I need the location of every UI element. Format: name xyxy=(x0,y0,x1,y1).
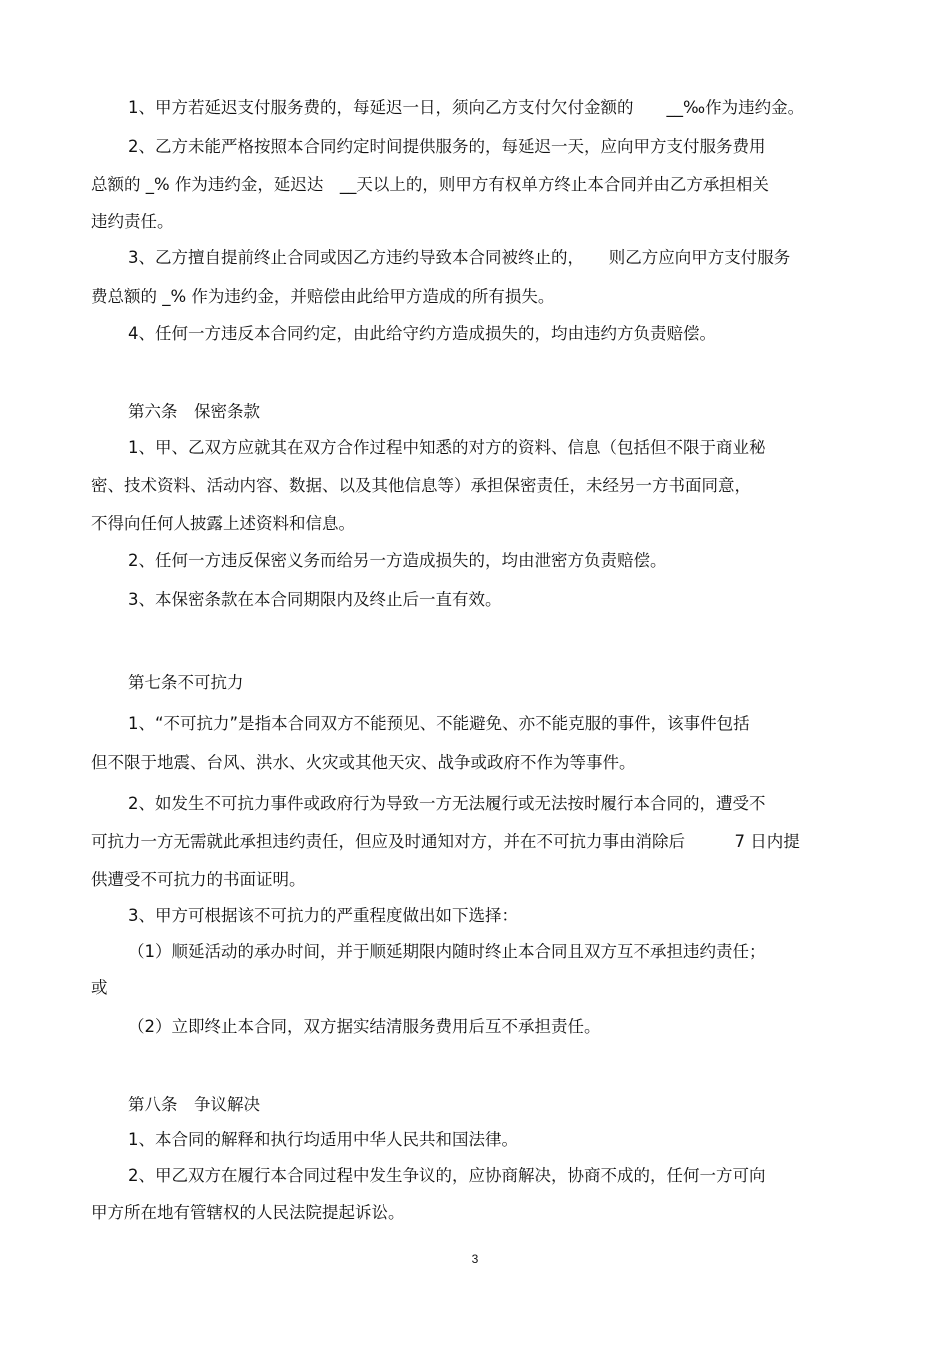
s6-clause-2: 2、任何一方违反保密义务而给另一方造成损失的，均由泄密方负责赔偿。 xyxy=(128,551,667,570)
s5-clause-3-line-2: 费总额的 _% 作为违约金，并赔偿由此给甲方造成的所有损失。 xyxy=(91,287,555,306)
s8-clause-2-line-1: 2、甲乙双方在履行本合同过程中发生争议的，应协商解决，协商不成的，任何一方可向 xyxy=(128,1166,766,1185)
s6-clause-3: 3、本保密条款在本合同期限内及终止后一直有效。 xyxy=(128,590,502,609)
s6-clause-1-line-2: 密、技术资料、活动内容、数据、以及其他信息等）承担保密责任，未经另一方书面同意， xyxy=(91,476,751,495)
s5-clause-1: 1、甲方若延迟支付服务费的，每延迟一日，须向乙方支付欠付金额的 __‰作为违约金。 xyxy=(128,98,805,117)
s7-clause-1-line-1: 1、“不可抗力”是指本合同双方不能预见、不能避免、亦不能克服的事件，该事件包括 xyxy=(128,714,750,733)
s7-heading: 第七条不可抗力 xyxy=(128,673,244,692)
s7-clause-2-line-2: 可抗力一方无需就此承担违约责任，但应及时通知对方，并在不可抗力事由消除后 7 日内提 xyxy=(91,832,800,851)
s5-clause-3-line-1: 3、乙方擅自提前终止合同或因乙方违约导致本合同被终止的， 则乙方应向甲方支付服务 xyxy=(128,248,791,267)
s7-option-2: （2）立即终止本合同，双方据实结清服务费用后互不承担责任。 xyxy=(128,1017,601,1036)
s5-clause-2-line-2: 总额的 _% 作为违约金，延迟达 __天以上的，则甲方有权单方终止本合同并由乙方承担相关 xyxy=(91,175,769,194)
s6-clause-1-line-3: 不得向任何人披露上述资料和信息。 xyxy=(91,514,355,533)
s8-clause-1: 1、本合同的解释和执行均适用中华人民共和国法律。 xyxy=(128,1130,518,1149)
s7-option-or: 或 xyxy=(91,978,108,997)
s7-option-1: （1）顺延活动的承办时间，并于顺延期限内随时终止本合同且双方互不承担违约责任； xyxy=(128,942,766,961)
page-number: 3 xyxy=(471,1252,479,1266)
s7-clause-2-line-3: 供遭受不可抗力的书面证明。 xyxy=(91,870,306,889)
s7-clause-3: 3、甲方可根据该不可抗力的严重程度做出如下选择： xyxy=(128,906,518,925)
s8-clause-2-line-2: 甲方所在地有管辖权的人民法院提起诉讼。 xyxy=(91,1203,405,1222)
s5-clause-2-line-3: 违约责任。 xyxy=(91,212,174,231)
s6-heading: 第六条 保密条款 xyxy=(128,402,260,421)
s7-clause-1-line-2: 但不限于地震、台风、洪水、火灾或其他天灾、战争或政府不作为等事件。 xyxy=(91,753,636,772)
s5-clause-4: 4、任何一方违反本合同约定，由此给守约方造成损失的，均由违约方负责赔偿。 xyxy=(128,324,716,343)
s7-clause-2-line-1: 2、如发生不可抗力事件或政府行为导致一方无法履行或无法按时履行本合同的，遭受不 xyxy=(128,794,766,813)
s5-clause-2-line-1: 2、乙方未能严格按照本合同约定时间提供服务的，每延迟一天，应向甲方支付服务费用 xyxy=(128,137,766,156)
s6-clause-1-line-1: 1、甲、乙双方应就其在双方合作过程中知悉的对方的资料、信息（包括但不限于商业秘 xyxy=(128,438,766,457)
s8-heading: 第八条 争议解决 xyxy=(128,1095,260,1114)
